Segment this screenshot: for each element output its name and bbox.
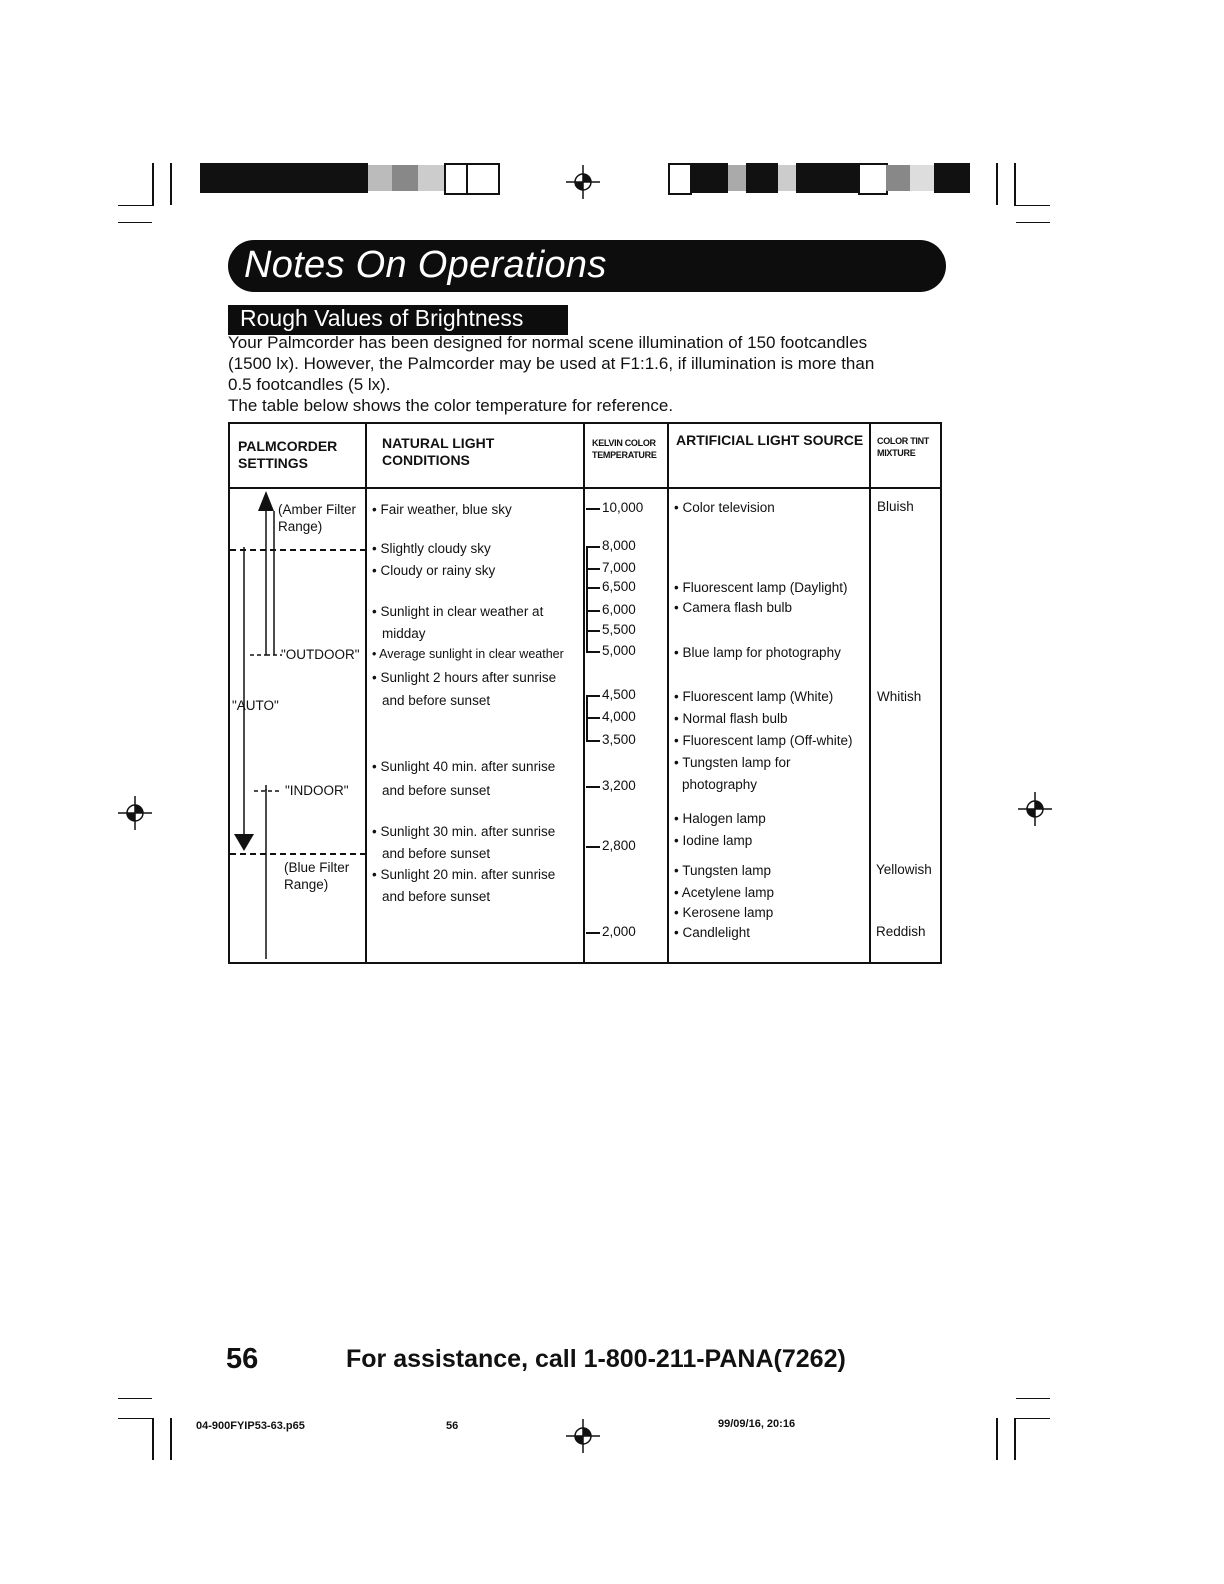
kelvin-value: 6,000 <box>602 602 636 617</box>
artificial-source: • Candlelight <box>674 925 751 940</box>
kelvin-value: 4,000 <box>602 709 636 724</box>
setting-outdoor: "OUTDOOR" <box>281 647 360 662</box>
kelvin-value: 6,500 <box>602 579 636 594</box>
kelvin-value: 10,000 <box>602 500 644 515</box>
artificial-source: • Fluorescent lamp (White) <box>674 689 834 704</box>
crop-mark <box>1014 163 1016 205</box>
section-heading-box <box>228 305 568 335</box>
kelvin-tick <box>586 651 600 653</box>
crop-mark <box>1014 1418 1050 1419</box>
header-kelvin: KELVIN COLOR TEMPERATURE <box>592 438 657 460</box>
page-number: 56 <box>226 1343 259 1375</box>
natural-condition: • Fair weather, blue sky <box>372 502 512 517</box>
kelvin-value: 5,000 <box>602 643 636 658</box>
natural-condition: and before sunset <box>382 693 491 708</box>
natural-condition: • Cloudy or rainy sky <box>372 563 496 578</box>
color-tint: Whitish <box>877 689 922 704</box>
kelvin-tick <box>586 695 600 697</box>
artificial-source: • Iodine lamp <box>674 833 753 848</box>
crop-mark <box>1014 1418 1016 1460</box>
header-color-tint: COLOR TINT MIXTURE <box>877 436 929 458</box>
table-column-divider <box>667 422 669 964</box>
print-date: 99/09/16, 20:16 <box>718 1418 796 1430</box>
crop-mark <box>152 1418 154 1460</box>
header-settings: PALMCORDER SETTINGS <box>238 438 338 471</box>
table-column-divider <box>869 422 871 964</box>
artificial-source: • Fluorescent lamp (Daylight) <box>674 580 848 595</box>
kelvin-tick <box>586 610 600 612</box>
sheet-number: 56 <box>446 1420 459 1432</box>
registration-crosshair-icon <box>566 165 600 199</box>
crop-mark <box>118 205 154 206</box>
crop-mark <box>1016 1398 1050 1399</box>
crop-mark <box>152 163 154 205</box>
kelvin-value: 4,500 <box>602 687 636 702</box>
kelvin-scale-line <box>586 546 588 651</box>
artificial-source: • Camera flash bulb <box>674 600 793 615</box>
kelvin-value: 5,500 <box>602 622 636 637</box>
setting-amber-range: (Amber Filter Range) <box>278 502 357 534</box>
crop-mark <box>118 1398 152 1399</box>
kelvin-value: 3,200 <box>602 778 636 793</box>
kelvin-tick <box>586 546 600 548</box>
amber-range-boundary <box>230 549 366 551</box>
crop-mark <box>118 222 152 223</box>
artificial-source: • Color television <box>674 500 775 515</box>
artificial-source: • Tungsten lamp for <box>674 755 791 770</box>
file-name: 04-900FYIP53-63.p65 <box>196 1420 305 1432</box>
natural-condition: midday <box>382 626 426 641</box>
crop-mark <box>1014 205 1050 206</box>
crop-mark <box>996 163 998 205</box>
color-tint: Reddish <box>876 924 926 939</box>
intro-line: (1500 lx). However, the Palmcorder may be used at F1:1.6, if illumination is more than <box>228 354 875 373</box>
artificial-source: • Kerosene lamp <box>674 905 774 920</box>
artificial-source: • Fluorescent lamp (Off-white) <box>674 733 853 748</box>
kelvin-value: 2,800 <box>602 838 636 853</box>
registration-bar-right <box>668 163 970 193</box>
color-tint: Yellowish <box>876 862 932 877</box>
natural-condition: • Slightly cloudy sky <box>372 541 491 556</box>
section-heading: Rough Values of Brightness <box>240 305 524 331</box>
natural-condition: • Sunlight 2 hours after sunrise <box>372 670 557 685</box>
natural-condition: and before sunset <box>382 846 491 861</box>
kelvin-tick <box>586 740 600 742</box>
natural-condition: and before sunset <box>382 783 491 798</box>
page-title: Notes On Operations <box>244 244 607 286</box>
registration-bar-left <box>200 163 500 193</box>
registration-crosshair-icon <box>1018 792 1052 826</box>
crop-mark <box>170 1418 172 1460</box>
kelvin-tick <box>586 846 600 848</box>
kelvin-value: 3,500 <box>602 732 636 747</box>
kelvin-tick <box>586 786 600 788</box>
natural-condition: • Sunlight 20 min. after sunrise <box>372 867 556 882</box>
setting-blue-range: (Blue Filter Range) <box>284 860 350 892</box>
natural-condition: • Sunlight 40 min. after sunrise <box>372 759 556 774</box>
intro-line: 0.5 footcandles (5 lx). <box>228 375 391 394</box>
page-title-banner <box>228 240 946 292</box>
kelvin-value: 7,000 <box>602 560 636 575</box>
registration-crosshair-icon <box>118 796 152 830</box>
color-tint: Bluish <box>877 499 914 514</box>
kelvin-value: 2,000 <box>602 924 636 939</box>
header-artificial-light: ARTIFICIAL LIGHT SOURCE <box>676 432 864 448</box>
blue-range-boundary <box>230 853 366 855</box>
kelvin-scale-line <box>586 695 588 741</box>
natural-condition: • Average sunlight in clear weather <box>372 647 564 661</box>
kelvin-tick <box>586 587 600 589</box>
assistance-line: For assistance, call 1-800-211-PANA(7262) <box>346 1345 846 1373</box>
kelvin-tick <box>586 717 600 719</box>
crop-mark <box>1016 222 1050 223</box>
setting-indoor: "INDOOR" <box>285 783 349 798</box>
crop-mark <box>118 1418 154 1419</box>
table-column-divider <box>583 422 585 964</box>
crop-mark <box>170 163 172 205</box>
artificial-source: • Tungsten lamp <box>674 863 772 878</box>
natural-condition: • Sunlight in clear weather at <box>372 604 544 619</box>
artificial-source: • Halogen lamp <box>674 811 766 826</box>
artificial-source: • Blue lamp for photography <box>674 645 841 660</box>
kelvin-tick <box>586 932 600 934</box>
intro-line: The table below shows the color temperature for reference. <box>228 396 674 415</box>
intro-line: Your Palmcorder has been designed for normal scene illumination of 150 footcandles <box>228 333 868 352</box>
kelvin-tick <box>586 508 600 510</box>
kelvin-tick <box>586 568 600 570</box>
registration-crosshair-icon <box>566 1419 600 1453</box>
header-natural-light: NATURAL LIGHT CONDITIONS <box>382 435 495 468</box>
artificial-source: • Normal flash bulb <box>674 711 788 726</box>
natural-condition: • Sunlight 30 min. after sunrise <box>372 824 556 839</box>
artificial-source: • Acetylene lamp <box>674 885 775 900</box>
kelvin-value: 8,000 <box>602 538 636 553</box>
natural-condition: and before sunset <box>382 889 491 904</box>
artificial-source: photography <box>682 777 758 792</box>
crop-mark <box>996 1418 998 1460</box>
kelvin-tick <box>586 630 600 632</box>
setting-auto: "AUTO" <box>232 698 279 713</box>
